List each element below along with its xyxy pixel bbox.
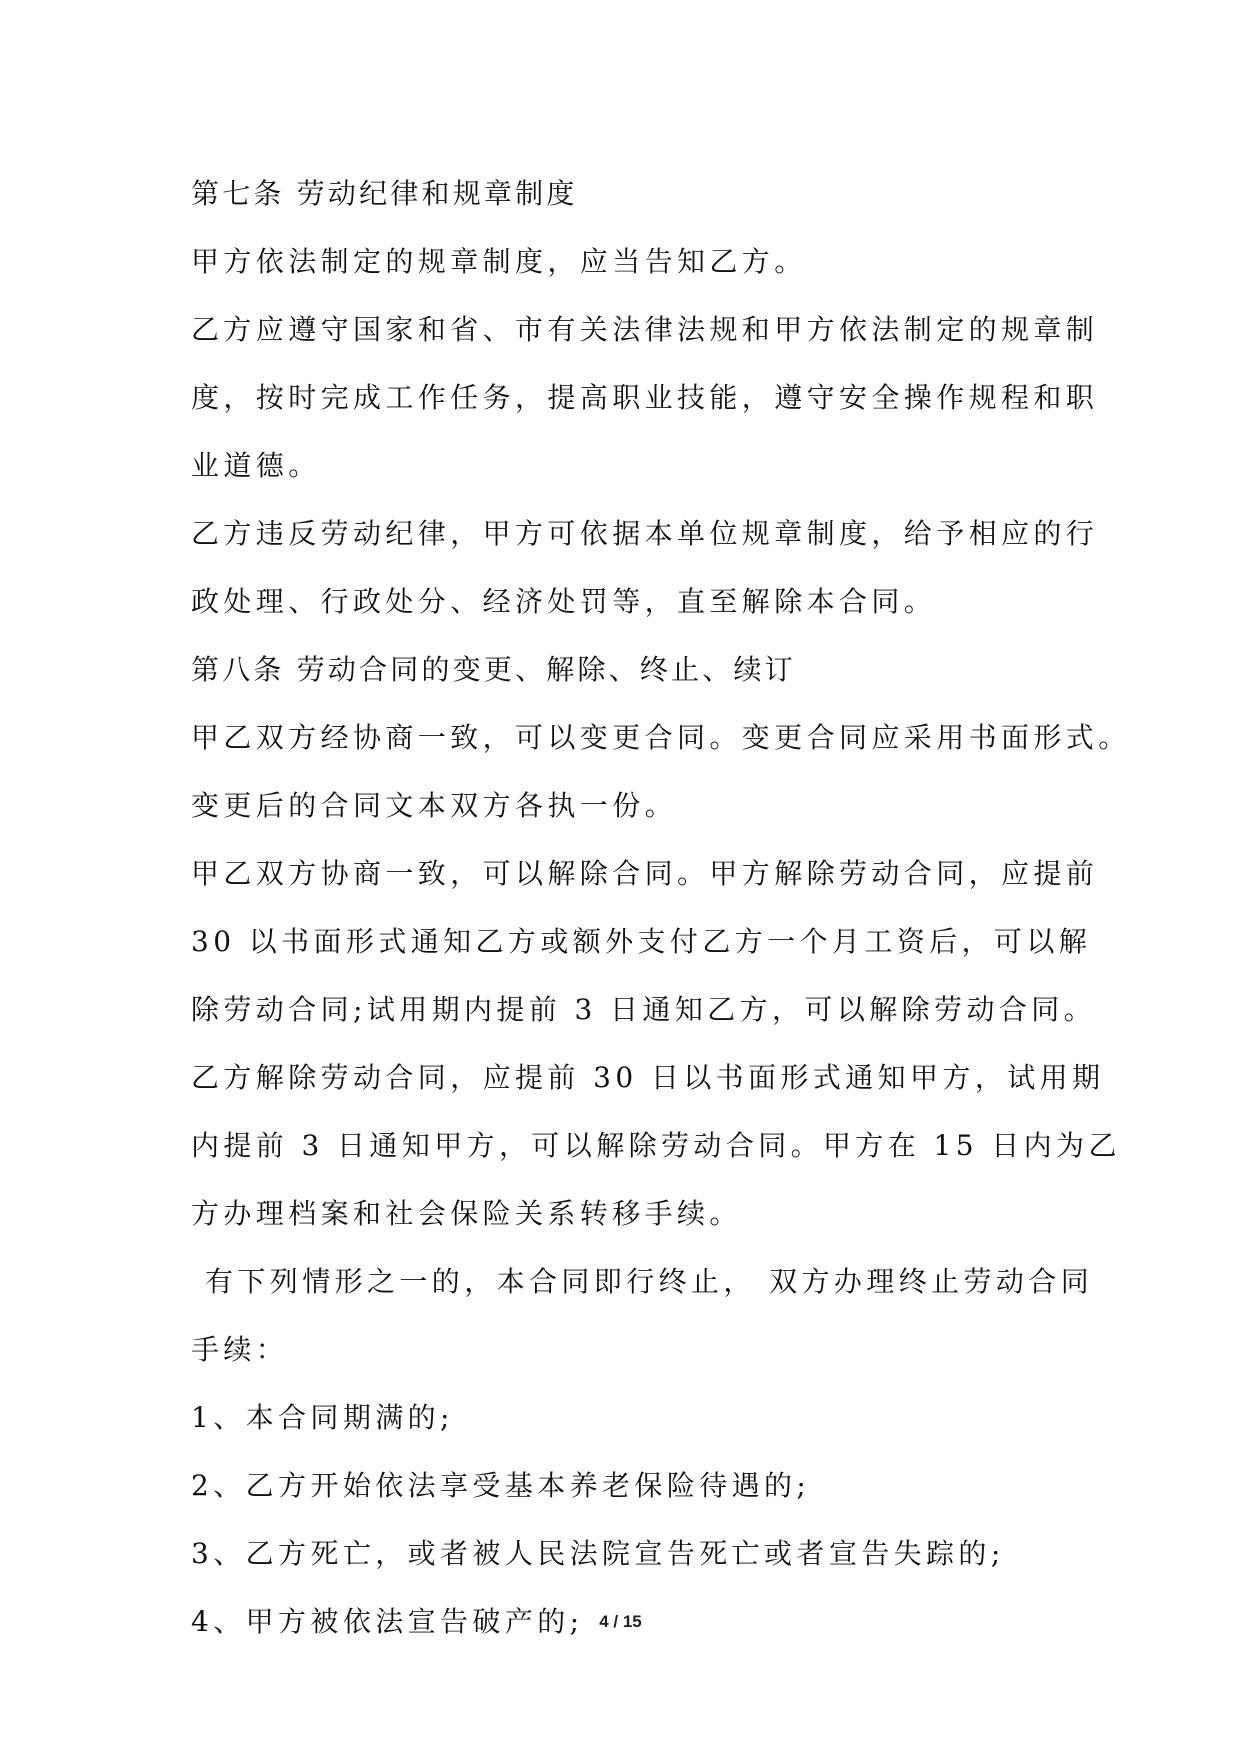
paragraph-line: 方办理档案和社会保险关系转移手续。 bbox=[191, 1197, 742, 1230]
paragraph-line: 乙方违反劳动纪律，甲方可依据本单位规章制度，给予相应的行 bbox=[191, 517, 1099, 550]
paragraph-line: 业道德。 bbox=[191, 449, 321, 482]
list-item: 4、甲方被依法宣告破产的; bbox=[191, 1605, 584, 1638]
paragraph-line: 除劳动合同;试用期内提前 3 日通知乙方，可以解除劳动合同。 bbox=[191, 993, 1097, 1026]
paragraph-line: 乙方应遵守国家和省、市有关法律法规和甲方依法制定的规章制 bbox=[191, 313, 1099, 346]
paragraph-line: 乙方解除劳动合同，应提前 30 日以书面形式通知甲方，试用期 bbox=[191, 1061, 1105, 1094]
list-item: 3、乙方死亡，或者被人民法院宣告死亡或者宣告失踪的; bbox=[191, 1537, 1005, 1570]
list-item: 1、本合同期满的; bbox=[191, 1401, 454, 1434]
paragraph-line: 甲方依法制定的规章制度，应当告知乙方。 bbox=[191, 245, 807, 278]
paragraph-line: 度，按时完成工作任务，提高职业技能，遵守安全操作规程和职 bbox=[191, 381, 1099, 414]
paragraph-line: 有下列情形之一的，本合同即行终止， 双方办理终止劳动合同 bbox=[205, 1265, 1094, 1298]
paragraph-line: 手续： bbox=[191, 1333, 289, 1366]
paragraph-line: 政处理、行政处分、经济处罚等，直至解除本合同。 bbox=[191, 585, 937, 618]
section-heading-article-7: 第七条 劳动纪律和规章制度 bbox=[191, 177, 578, 210]
list-item: 2、乙方开始依法享受基本养老保险待遇的; bbox=[191, 1469, 811, 1502]
paragraph-line: 30 以书面形式通知乙方或额外支付乙方一个月工资后，可以解 bbox=[191, 925, 1092, 958]
paragraph-line: 内提前 3 日通知甲方，可以解除劳动合同。甲方在 15 日内为乙 bbox=[191, 1129, 1121, 1162]
document-body bbox=[191, 160, 1131, 1656]
page-number: 4 / 15 bbox=[599, 1612, 642, 1631]
paragraph-line: 变更后的合同文本双方各执一份。 bbox=[191, 789, 678, 822]
section-heading-article-8: 第八条 劳动合同的变更、解除、终止、续订 bbox=[191, 653, 796, 686]
paragraph-line: 甲乙双方经协商一致，可以变更合同。变更合同应采用书面形式。 bbox=[191, 721, 1131, 754]
paragraph-line: 甲乙双方协商一致，可以解除合同。甲方解除劳动合同，应提前 bbox=[191, 857, 1099, 890]
